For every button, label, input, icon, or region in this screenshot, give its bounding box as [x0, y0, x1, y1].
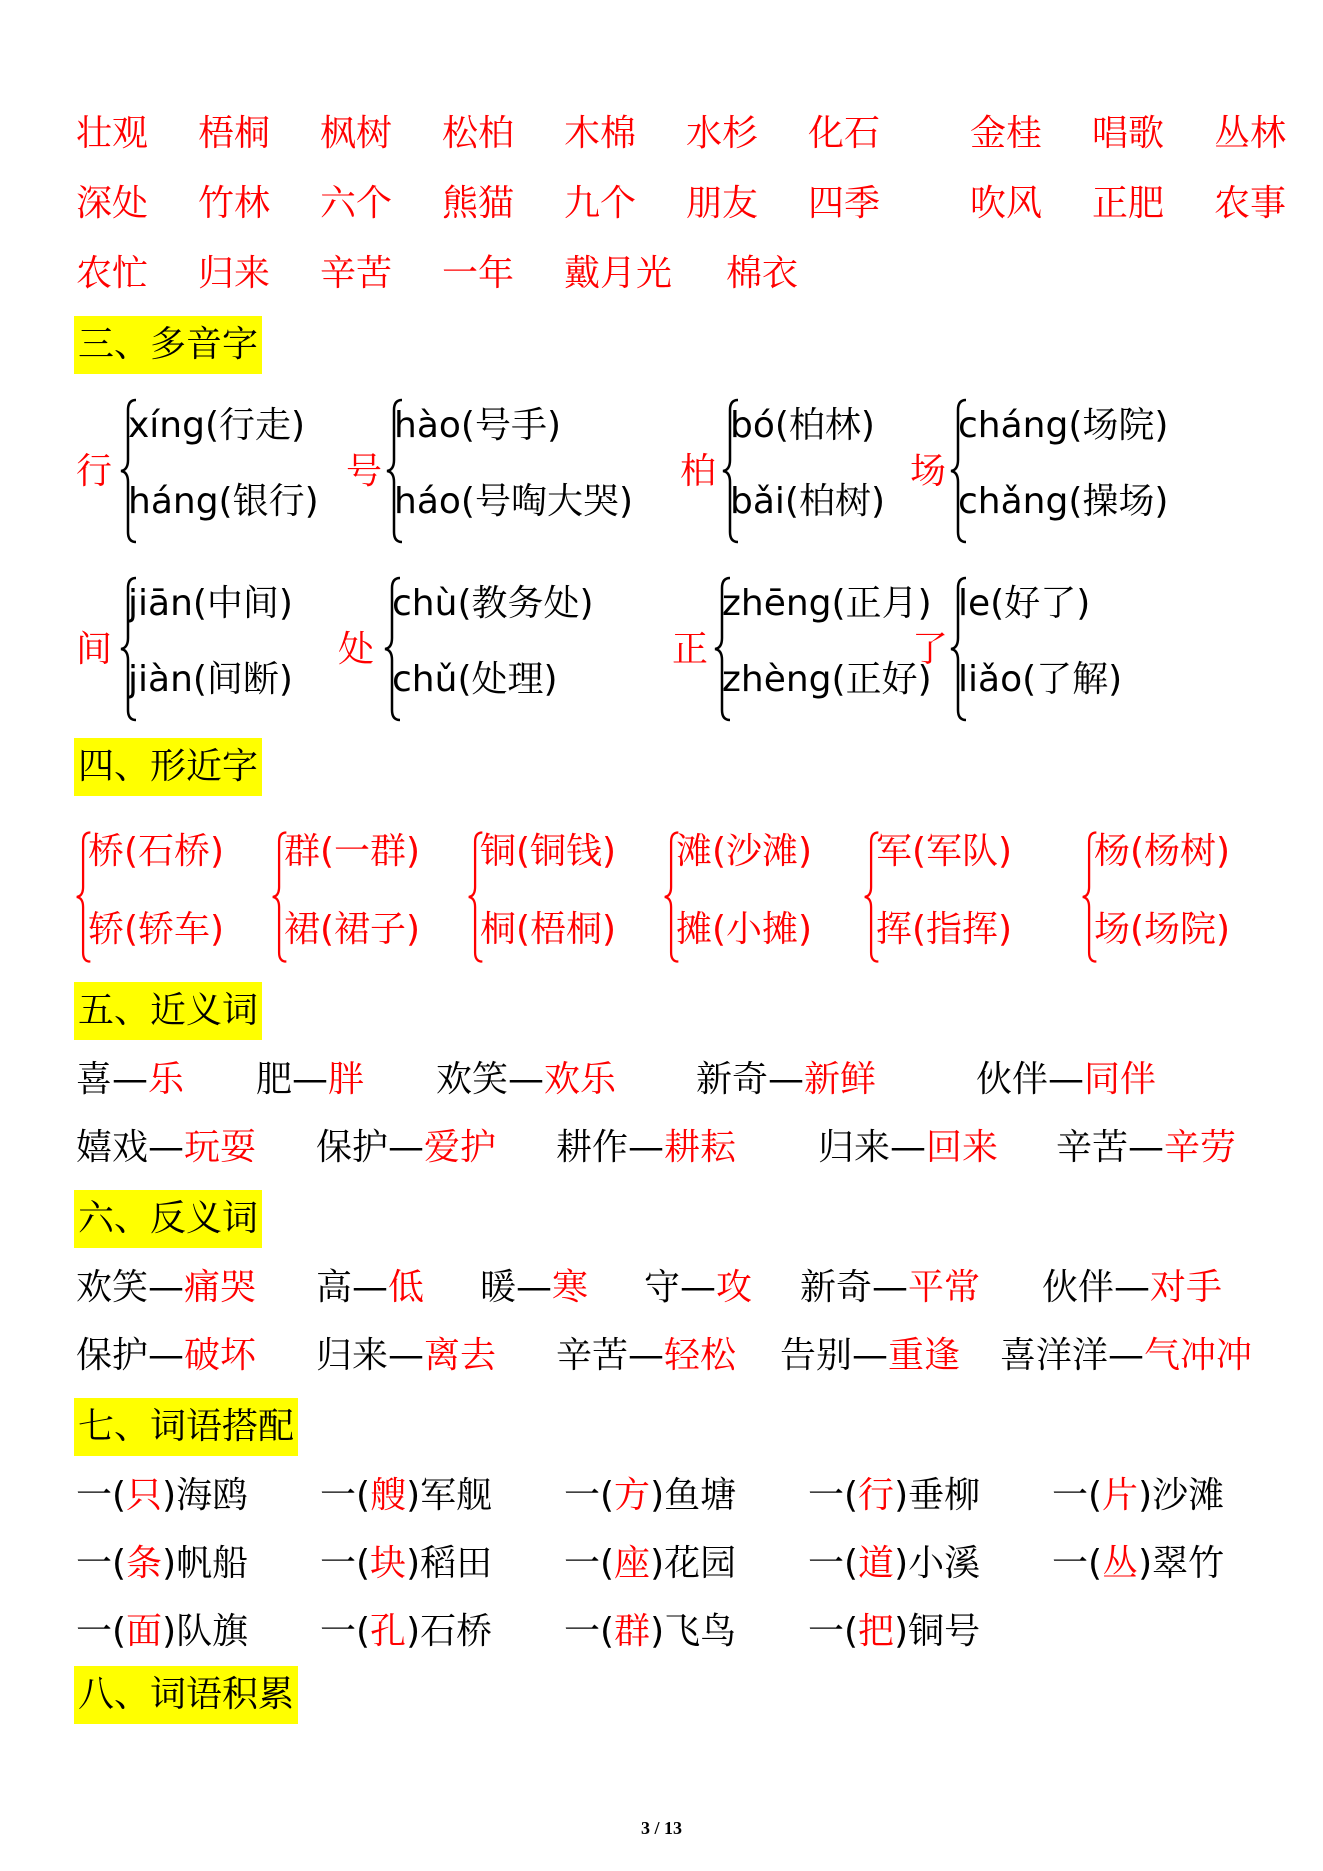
synonym-pair: 保护—爱护	[316, 1127, 497, 1168]
synonym-pair: 嬉戏—玩耍	[76, 1127, 257, 1168]
antonym-pair: 守—攻	[644, 1267, 753, 1308]
section-heading-polyphones: 三、多音字	[74, 316, 262, 374]
polyphone-reading: liǎo(了解)	[958, 659, 1123, 700]
polyphone-reading: zhēng(正月)	[722, 583, 932, 624]
polyphone-reading: chǎng(操场)	[958, 481, 1169, 522]
similar-char: 裙(裙子)	[284, 909, 421, 950]
polyphone-char: 号	[346, 451, 383, 492]
vocab-word: 竹林	[198, 183, 271, 224]
similar-char: 军(军队)	[876, 831, 1013, 872]
polyphone-char: 了	[912, 629, 949, 670]
polyphone-reading: jiàn(间断)	[128, 659, 293, 700]
vocab-word: 归来	[198, 253, 271, 294]
synonym-pair: 欢笑—欢乐	[436, 1059, 617, 1100]
collocation-item: 一(块)稻田	[320, 1543, 493, 1584]
vocab-word: 棉衣	[726, 253, 799, 294]
vocab-word: 化石	[808, 113, 881, 154]
vocab-word: 一年	[442, 253, 515, 294]
synonym-pair: 新奇—新鲜	[696, 1059, 877, 1100]
polyphone-reading: chǔ(处理)	[392, 659, 558, 700]
synonym-pair: 辛苦—辛劳	[1056, 1127, 1237, 1168]
polyphone-reading: le(好了)	[958, 583, 1091, 624]
collocation-item: 一(条)帆船	[76, 1543, 249, 1584]
vocab-word: 农事	[1214, 183, 1287, 224]
collocation-item: 一(行)垂柳	[808, 1475, 981, 1516]
section-heading-accumulation: 八、词语积累	[74, 1666, 298, 1724]
polyphone-reading: bǎi(柏树)	[730, 481, 886, 522]
vocab-word: 梧桐	[198, 113, 271, 154]
collocation-item: 一(群)飞鸟	[564, 1611, 737, 1652]
vocab-word: 松柏	[442, 113, 515, 154]
collocation-item: 一(方)鱼塘	[564, 1475, 737, 1516]
antonym-pair: 高—低	[316, 1267, 425, 1308]
synonym-pair: 喜—乐	[76, 1059, 185, 1100]
antonym-pair: 欢笑—痛哭	[76, 1267, 257, 1308]
polyphone-reading: bó(柏林)	[730, 405, 875, 446]
synonym-pair: 耕作—耕耘	[556, 1127, 737, 1168]
vocab-word: 吹风	[970, 183, 1043, 224]
vocab-word: 正肥	[1092, 183, 1165, 224]
antonym-pair: 告别—重逢	[780, 1335, 961, 1376]
antonym-pair: 新奇—平常	[800, 1267, 981, 1308]
polyphone-reading: zhèng(正好)	[722, 659, 932, 700]
vocab-word: 深处	[76, 183, 149, 224]
synonym-pair: 肥—胖	[256, 1059, 365, 1100]
similar-char: 轿(轿车)	[88, 909, 225, 950]
collocation-item: 一(艘)军舰	[320, 1475, 493, 1516]
vocab-word: 戴月光	[564, 253, 673, 294]
vocab-word: 丛林	[1214, 113, 1287, 154]
polyphone-char: 间	[76, 629, 113, 670]
collocation-item: 一(座)花园	[564, 1543, 737, 1584]
vocab-word: 农忙	[76, 253, 149, 294]
similar-char: 滩(沙滩)	[676, 831, 813, 872]
section-heading-similar-chars: 四、形近字	[74, 738, 262, 796]
synonym-pair: 归来—回来	[818, 1127, 999, 1168]
vocab-word: 金桂	[970, 113, 1043, 154]
polyphone-char: 正	[672, 629, 709, 670]
polyphone-reading: háng(银行)	[128, 481, 319, 522]
vocab-word: 辛苦	[320, 253, 393, 294]
vocab-word: 枫树	[320, 113, 393, 154]
page-number: 3 / 13	[640, 1818, 682, 1838]
similar-char: 桥(石桥)	[88, 831, 225, 872]
collocation-item: 一(只)海鸥	[76, 1475, 249, 1516]
similar-char: 桐(梧桐)	[480, 909, 617, 950]
vocab-word: 壮观	[76, 113, 149, 154]
polyphone-reading: chù(教务处)	[392, 583, 594, 624]
antonym-pair: 辛苦—轻松	[556, 1335, 737, 1376]
similar-char: 摊(小摊)	[676, 909, 813, 950]
polyphone-reading: jiān(中间)	[128, 583, 293, 624]
vocab-word: 熊猫	[442, 183, 515, 224]
vocab-word: 九个	[564, 183, 637, 224]
polyphone-reading: xíng(行走)	[128, 405, 306, 446]
collocation-item: 一(片)沙滩	[1052, 1475, 1225, 1516]
collocation-item: 一(面)队旗	[76, 1611, 249, 1652]
collocation-item: 一(丛)翠竹	[1052, 1543, 1225, 1584]
similar-char: 铜(铜钱)	[480, 831, 617, 872]
antonym-pair: 保护—破坏	[76, 1335, 257, 1376]
vocab-word: 四季	[808, 183, 881, 224]
polyphone-char: 柏	[680, 451, 717, 492]
antonym-pair: 归来—离去	[316, 1335, 497, 1376]
section-heading-antonyms: 六、反义词	[74, 1190, 262, 1248]
similar-char: 挥(指挥)	[876, 909, 1013, 950]
polyphone-reading: hào(号手)	[394, 405, 561, 446]
similar-char: 场(场院)	[1094, 909, 1231, 950]
antonym-pair: 伙伴—对手	[1042, 1267, 1223, 1308]
polyphone-reading: háo(号啕大哭)	[394, 481, 633, 522]
vocab-word: 唱歌	[1092, 113, 1165, 154]
polyphone-char: 场	[910, 451, 947, 492]
collocation-item: 一(把)铜号	[808, 1611, 981, 1652]
vocab-word: 水杉	[686, 113, 759, 154]
polyphone-reading: cháng(场院)	[958, 405, 1169, 446]
vocab-word: 六个	[320, 183, 393, 224]
polyphone-char: 处	[338, 629, 375, 670]
section-heading-collocations: 七、词语搭配	[74, 1398, 298, 1456]
polyphone-char: 行	[76, 451, 113, 492]
vocab-word: 朋友	[686, 183, 759, 224]
similar-char: 群(一群)	[284, 831, 421, 872]
section-heading-synonyms: 五、近义词	[74, 982, 262, 1040]
synonym-pair: 伙伴—同伴	[976, 1059, 1157, 1100]
antonym-pair: 喜洋洋—气冲冲	[1000, 1335, 1253, 1376]
similar-char: 杨(杨树)	[1094, 831, 1231, 872]
collocation-item: 一(孔)石桥	[320, 1611, 493, 1652]
vocab-word: 木棉	[564, 113, 637, 154]
collocation-item: 一(道)小溪	[808, 1543, 981, 1584]
antonym-pair: 暖—寒	[480, 1267, 589, 1308]
